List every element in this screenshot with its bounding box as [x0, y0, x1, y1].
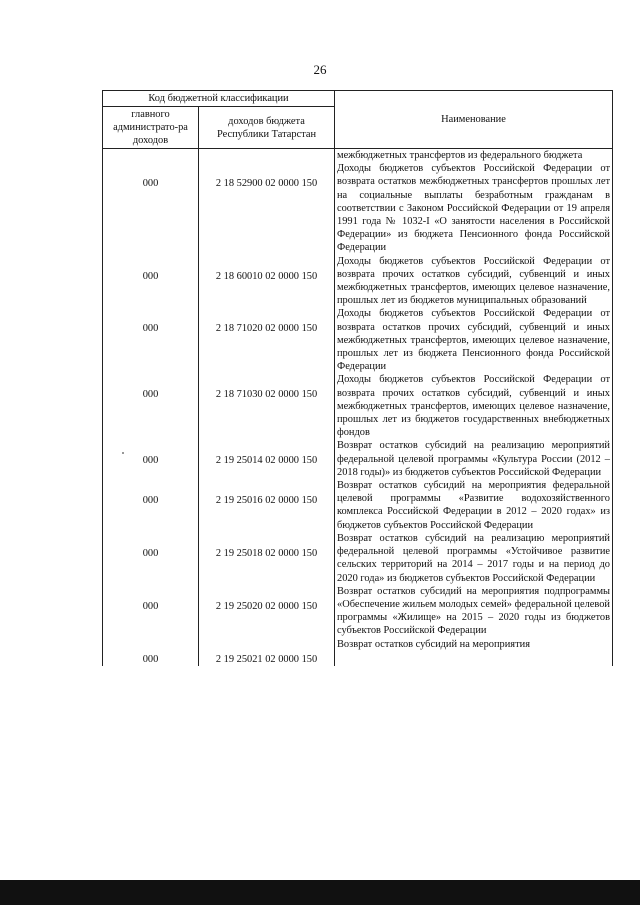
item-name: Доходы бюджетов субъектов Российской Федерации от возврата прочих остатков субсидий, субвенций и иных межбюджетных трансфертов, имеющих целевое назначение, прошлых лет из бюджетов муниципальных образований [335, 255, 613, 308]
income-code: 2 18 71030 02 0000 150 [199, 373, 335, 439]
table-row [103, 532, 613, 585]
table-row [103, 255, 613, 308]
item-name: межбюджетных трансфертов из федерального бюджета [335, 149, 613, 163]
scan-bottom-border [0, 880, 640, 905]
income-code: 2 18 60010 02 0000 150 [199, 255, 335, 308]
table-row [103, 439, 613, 479]
admin-code: 000 [103, 373, 199, 439]
income-code: 2 19 25016 02 0000 150 [199, 479, 335, 532]
table-row [103, 638, 613, 666]
admin-code: 000 [103, 585, 199, 638]
income-code: 2 19 25018 02 0000 150 [199, 532, 335, 585]
admin-code [103, 149, 199, 163]
income-code: 2 18 52900 02 0000 150 [199, 162, 335, 254]
item-name: Доходы бюджетов субъектов Российской Федерации от возврата остатков прочих субсидий, субвенций и иных межбюджетных трансфертов, имеющих целевое назначение, прошлых лет из бюджета Пенсионного фонда Российской Федерации [335, 307, 613, 373]
admin-code: 000 [103, 638, 199, 666]
income-code: 2 19 25021 02 0000 150 [199, 638, 335, 666]
scan-speck [122, 452, 124, 454]
item-name: Доходы бюджетов субъектов Российской Федерации от возврата прочих остатков субсидий, субвенций и иных межбюджетных трансфертов, имеющих целевое назначение, прошлых лет из бюджетов государственных внебюджетных фондов [335, 373, 613, 439]
table-row [103, 479, 613, 532]
table-row [103, 149, 613, 163]
header-admin: главного администрато-ра доходов [103, 107, 199, 149]
admin-code: 000 [103, 479, 199, 532]
item-name: Возврат остатков субсидий на реализацию мероприятий федеральной целевой программы «Культура России (2012 – 2018 годы)» из бюджетов субъектов Российской Федерации [335, 439, 613, 479]
admin-code: 000 [103, 307, 199, 373]
admin-code: 000 [103, 532, 199, 585]
income-code: 2 19 25020 02 0000 150 [199, 585, 335, 638]
table-row [103, 162, 613, 254]
table-row [103, 307, 613, 373]
item-name: Доходы бюджетов субъектов Российской Федерации от возврата остатков межбюджетных трансфертов прошлых лет на социальные выплаты безработным гражданам в соответствии с Законом Российской Федерации от 19 апреля 1991 года № 1032-I «О занятости населения в Российской Федерации» из бюджета Пенсионного фонда Российской Федерации [335, 162, 613, 254]
table-row [103, 585, 613, 638]
header-group-title: Код бюджетной классификации [103, 91, 335, 107]
header-income: доходов бюджета Республики Татарстан [199, 107, 335, 149]
item-name: Возврат остатков субсидий на мероприятия [335, 638, 613, 666]
budget-classification-table [102, 90, 613, 666]
table-row [103, 373, 613, 439]
table-header [103, 91, 613, 149]
income-code: 2 18 71020 02 0000 150 [199, 307, 335, 373]
item-name: Возврат остатков субсидий на реализацию мероприятий федеральной целевой программы «Устойчивое развитие сельских территорий на 2014 – 2017 годы и на период до 2020 года» из бюджетов субъектов Российской Федерации [335, 532, 613, 585]
item-name: Возврат остатков субсидий на мероприятия федеральной целевой программы «Развитие водохозяйственного комплекса Российской Федерации в 2012 – 2020 годах» из бюджетов субъектов Российской Федерации [335, 479, 613, 532]
page-number: 26 [313, 62, 327, 77]
item-name: Возврат остатков субсидий на мероприятия подпрограммы «Обеспечение жильем молодых семей» федеральной целевой программы «Жилище» на 2015 – 2020 годы из бюджетов субъектов Российской Федерации [335, 585, 613, 638]
header-name: Наименование [335, 91, 613, 149]
admin-code: 000 [103, 255, 199, 308]
admin-code: 000 [103, 162, 199, 254]
income-code: 2 19 25014 02 0000 150 [199, 439, 335, 479]
admin-code: 000 [103, 439, 199, 479]
income-code [199, 149, 335, 163]
